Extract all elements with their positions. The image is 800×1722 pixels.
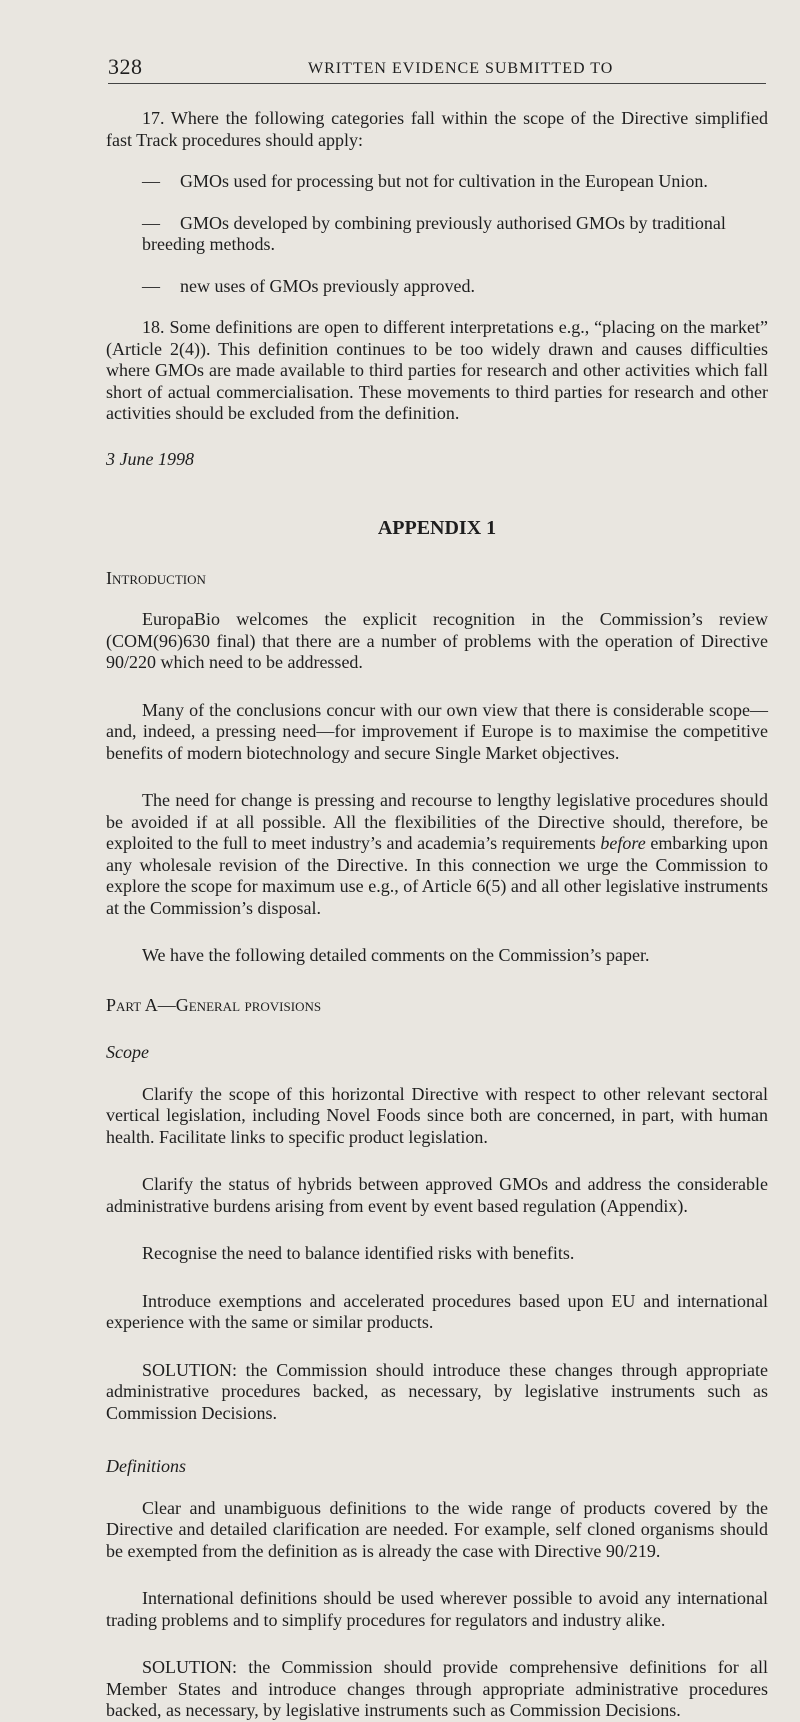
scope-paragraph: Recognise the need to balance identified risks with benefits. bbox=[142, 1243, 575, 1263]
paragraph-17: 17. Where the following categories fall within the scope of the Directive simplified fast Track procedures should apply: bbox=[106, 108, 768, 150]
text-segment: embarking upon any wholesale revision of the Directive. In this connection we urge the Commission to explore the scope for maximum use e.g., of Article 6(5) and all other legislative instruments at the Commission’s disposal. bbox=[106, 833, 768, 918]
scope-paragraph: Clarify the status of hybrids between approved GMOs and address the considerable administrative burdens arising from event by event based regulation (Appendix). bbox=[106, 1174, 768, 1216]
list-item-text: new uses of GMOs previously approved. bbox=[180, 275, 475, 296]
definitions-heading: Definitions bbox=[106, 1456, 186, 1476]
list-item bbox=[106, 276, 768, 298]
list-item bbox=[106, 171, 768, 193]
introduction-heading: Introduction bbox=[106, 567, 206, 588]
running-title: WRITTEN EVIDENCE SUBMITTED TO bbox=[308, 60, 614, 77]
list-item-text: GMOs developed by combining previously authorised GMOs by traditional breeding methods. bbox=[142, 212, 726, 254]
scope-solution-paragraph: SOLUTION: the Commission should introduce these changes through appropriate administrative procedures backed, as necessary, by legislative instruments such as Commission Decisions. bbox=[106, 1359, 768, 1423]
list-item bbox=[106, 213, 768, 256]
definitions-paragraph: Clear and unambiguous definitions to the wide range of products covered by the Directive and detailed clarification are needed. For example, self cloned organisms should be exempted from the definition as is already the case with Directive 90/219. bbox=[106, 1497, 768, 1561]
category-list bbox=[106, 171, 768, 297]
text-segment: The need for change is pressing and recourse to lengthy legislative procedures should be avoided if at all possible. All the flexibilities of the Directive should, therefore, be exploited to the full to meet industry’s and academia’s requirements bbox=[106, 790, 768, 853]
part-a-heading: Part A—General provisions bbox=[106, 994, 322, 1015]
scope-paragraph: Clarify the scope of this horizontal Directive with respect to other relevant sectoral vertical legislation, including Novel Foods since both are concerned, in part, with human health. Facilitate links to specific product legislation. bbox=[106, 1083, 768, 1147]
document-body bbox=[106, 108, 768, 1722]
page-number: 328 bbox=[108, 54, 143, 79]
definitions-solution-paragraph: SOLUTION: the Commission should provide comprehensive definitions for all Member States and introduce changes through appropriate administrative procedures backed, as necessary, by legislative instruments such as Commission Decisions. bbox=[106, 1657, 768, 1720]
dash-marker: — bbox=[142, 212, 160, 233]
intro-paragraph: Many of the conclusions concur with our own view that there is considerable scope—and, indeed, a pressing need—for improvement if Europe is to maximise the competitive benefits of modern biotechnology and secure Single Market objectives. bbox=[106, 699, 768, 763]
list-item-text: GMOs used for processing but not for cultivation in the European Union. bbox=[180, 171, 708, 191]
definitions-paragraph: International definitions should be used wherever possible to avoid any international trading problems and to simplify procedures for regulators and industry alike. bbox=[106, 1588, 768, 1630]
document-date: 3 June 1998 bbox=[106, 448, 194, 469]
page-header bbox=[0, 54, 800, 84]
intro-paragraph: EuropaBio welcomes the explicit recognition in the Commission’s review (COM(96)630 final) that there are a number of problems with the operation of Directive 90/220 which need to be addressed. bbox=[106, 609, 768, 672]
scope-heading: Scope bbox=[106, 1042, 149, 1062]
comments-paragraph: We have the following detailed comments on the Commission’s paper. bbox=[142, 945, 650, 965]
need-for-change-paragraph bbox=[106, 790, 768, 919]
dash-marker: — bbox=[142, 275, 160, 296]
scope-paragraph: Introduce exemptions and accelerated procedures based upon EU and international experience with the same or similar products. bbox=[106, 1290, 768, 1332]
appendix-title: APPENDIX 1 bbox=[377, 517, 497, 539]
emphasis-text: before bbox=[600, 833, 646, 853]
dash-marker: — bbox=[142, 171, 160, 191]
paragraph-18: 18. Some definitions are open to different interpretations e.g., “placing on the market” (Article 2(4)). This definition continues to be too widely drawn and causes difficulties where GMOs are made available to third parties for research and other activities which fall short of actual commercialisation. These movements to third parties for research and other activities should be excluded from the definition. bbox=[106, 317, 768, 423]
header-rule bbox=[108, 83, 766, 84]
